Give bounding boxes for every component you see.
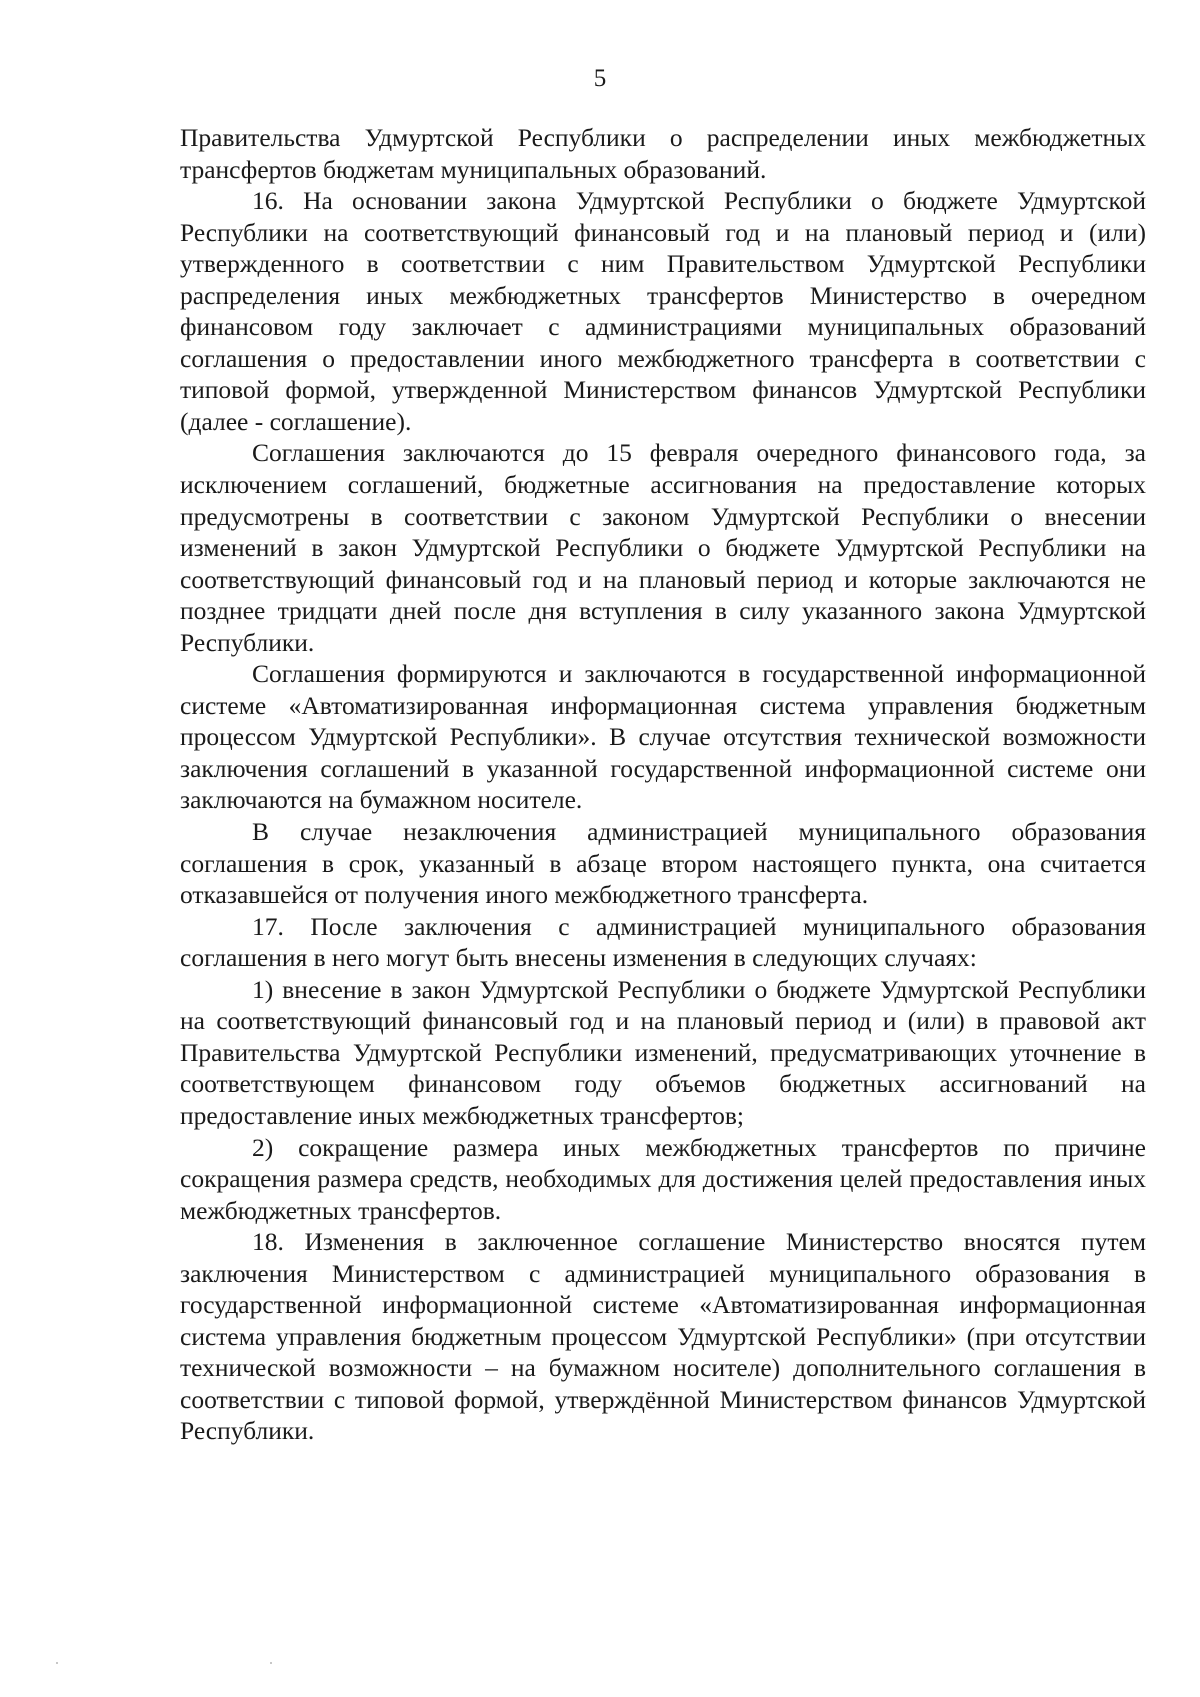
document-body (180, 122, 1146, 1447)
paragraph-item-17: 17. После заключения с администрацией муниципального образования соглашения в него могут быть внесены изменения в следующих случаях: (180, 911, 1146, 973)
paragraph-continuation: Правительства Удмуртской Республики о распределении иных межбюджетных трансфертов бюджетам муниципальных образований. (180, 123, 1146, 184)
paragraph-item-18: 18. Изменения в заключенное соглашение Министерство вносятся путем заключения Министерством с администрацией муниципального образования в государственной информационной системе «Автоматизированная информационная система управления бюджетным процессом Удмуртской Республики» (при отсутствии технической возможности – на бумажном носителе) дополнительного соглашения в соответствии с типовой формой, утверждённой Министерством финансов Удмуртской Республики. (180, 1227, 1146, 1446)
paragraph-item-17-case-1: 1) внесение в закон Удмуртской Республики о бюджете Удмуртской Республики на соответствующий финансовый год и на плановый период и (или) в правовой акт Правительства Удмуртской Республики изменений, предусматривающих уточнение в соответствующем финансовом году объемов бюджетных ассигнований на предоставление иных межбюджетных трансфертов; (180, 974, 1146, 1130)
scan-speck (56, 1662, 58, 1664)
page-number: 5 (593, 65, 607, 92)
paragraph-agreements-deadline: Соглашения заключаются до 15 февраля очередного финансового года, за исключением соглашений, бюджетные ассигнования на предоставление которых предусмотрены в соответствии с законом Удмуртской Республики о внесении изменений в закон Удмуртской Республики о бюджете Удмуртской Республики на соответствующий финансовый год и на плановый период и которые заключаются не позднее тридцати дней после дня вступления в силу указанного закона Удмуртской Республики. (180, 438, 1146, 657)
paragraph-item-17-case-2: 2) сокращение размера иных межбюджетных трансфертов по причине сокращения размера средств, необходимых для достижения целей предоставления иных межбюджетных трансфертов. (180, 1132, 1146, 1225)
paragraph-agreements-system: Соглашения формируются и заключаются в государственной информационной системе «Автоматизированная информационная система управления бюджетным процессом Удмуртской Республики». В случае отсутствия технической возможности заключения соглашений в указанной государственной информационной системе они заключаются на бумажном носителе. (180, 659, 1146, 815)
scan-speck (270, 1662, 272, 1664)
paragraph-item-16: 16. На основании закона Удмуртской Республики о бюджете Удмуртской Республики на соответствующий финансовый год и на плановый период и (или) утвержденного в соответствии с ним Правительством Удмуртской Республики распределения иных межбюджетных трансфертов Министерство в очередном финансовом году заключает с администрациями муниципальных образований соглашения о предоставлении иного межбюджетного трансферта в соответствии с типовой формой, утвержденной Министерством финансов Удмуртской Республики (далее - соглашение). (180, 186, 1146, 436)
paragraph-non-conclusion: В случае незаключения администрацией муниципального образования соглашения в срок, указанный в абзаце втором настоящего пункта, она считается отказавшейся от получения иного межбюджетного трансферта. (180, 817, 1146, 910)
